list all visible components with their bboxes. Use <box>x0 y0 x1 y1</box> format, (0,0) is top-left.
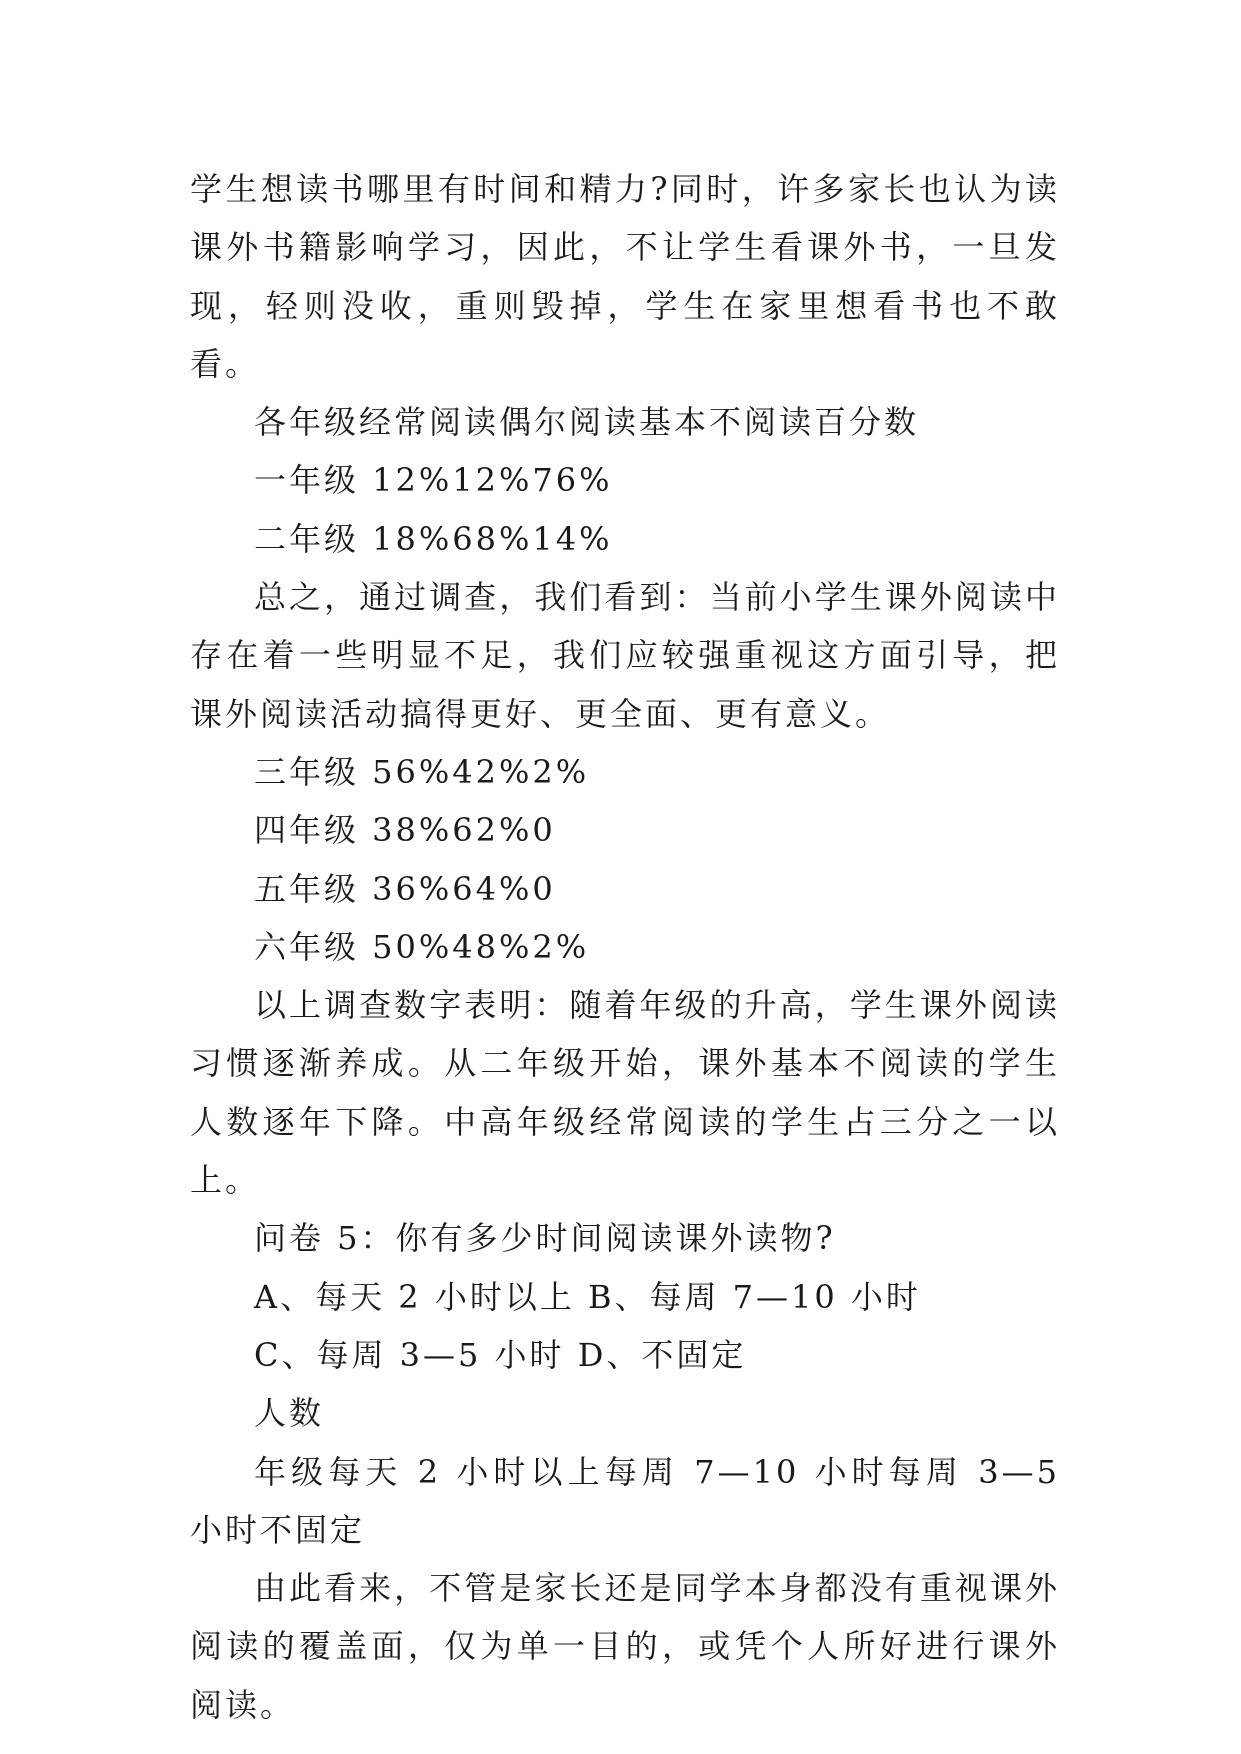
count-label: 人数 <box>254 1394 325 1433</box>
document-body <box>190 160 1060 1734</box>
paragraph-summary: 总之，通过调查，我们看到：当前小学生课外阅读中存在着一些明显不足，我们应较强重视这方面引导，把课外阅读活动搞得更好、更全面、更有意义。 <box>190 578 1060 733</box>
paragraph-final: 由此看来，不管是家长还是同学本身都没有重视课外阅读的覆盖面，仅为单一目的，或凭个人所好进行课外阅读。 <box>190 1569 1060 1724</box>
grade-4-stats: 四年级 38%62%0 <box>254 811 556 850</box>
question-5: 问卷 5：你有多少时间阅读课外读物? <box>254 1219 836 1258</box>
table-header-line-2: 年级每天 2 小时以上每周 7—10 小时每周 3—5 小时不固定 <box>190 1452 1060 1549</box>
options-c-d: C、每周 3—5 小时 D、不固定 <box>254 1335 747 1374</box>
options-a-b: A、每天 2 小时以上 B、每周 7—10 小时 <box>254 1277 921 1316</box>
paragraph-continuation: 学生想读书哪里有时间和精力?同时，许多家长也认为读课外书籍影响学习，因此，不让学生看课外书，一旦发现，轻则没收，重则毁掉，学生在家里想看书也不敢看。 <box>190 170 1060 383</box>
grade-3-stats: 三年级 56%42%2% <box>254 752 590 791</box>
grade-2-stats: 二年级 18%68%14% <box>254 519 613 558</box>
grade-5-stats: 五年级 36%64%0 <box>254 869 556 908</box>
grade-1-stats: 一年级 12%12%76% <box>254 461 613 500</box>
grade-6-stats: 六年级 50%48%2% <box>254 927 590 966</box>
table-header-line: 各年级经常阅读偶尔阅读基本不阅读百分数 <box>254 403 920 442</box>
paragraph-survey-conclusion: 以上调查数字表明：随着年级的升高，学生课外阅读习惯逐渐养成。从二年级开始，课外基本不阅读的学生人数逐年下降。中高年级经常阅读的学生占三分之一以上。 <box>190 986 1060 1200</box>
